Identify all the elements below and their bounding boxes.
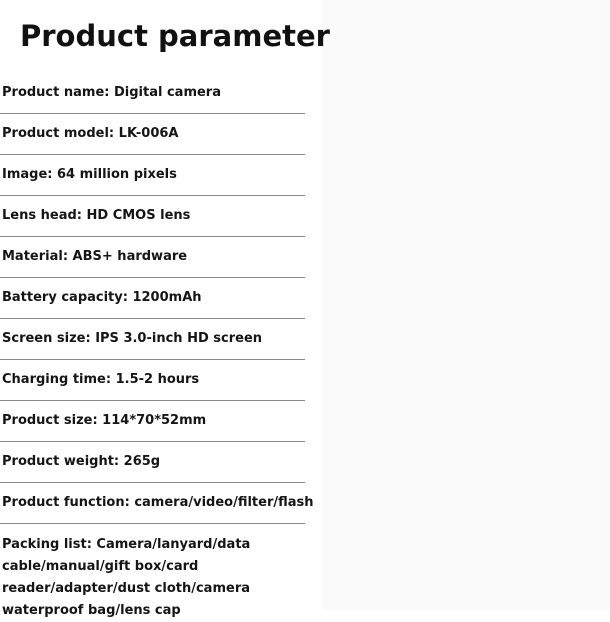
- param-row-material: [0, 237, 305, 278]
- param-text: Battery capacity: 1200mAh: [2, 290, 202, 305]
- param-row-product-name: [0, 73, 305, 114]
- right-blank-panel: [322, 0, 610, 610]
- param-text: Product name: Digital camera: [2, 85, 221, 100]
- param-row-product-weight: [0, 442, 305, 483]
- param-text: Packing list: Camera/lanyard/data cable/manual/gift box/card reader/adapter/dust cloth/camera waterproof bag/lens cap: [2, 537, 251, 618]
- param-row-product-size: [0, 401, 305, 442]
- param-text: Lens head: HD CMOS lens: [2, 208, 191, 223]
- param-text: Charging time: 1.5-2 hours: [2, 372, 200, 387]
- param-row-product-function: [0, 483, 314, 524]
- param-text: Product size: 114*70*52mm: [2, 413, 207, 428]
- page-title: Product parameter: [20, 19, 330, 53]
- parameter-list: [0, 73, 314, 622]
- param-row-screen-size: [0, 319, 305, 360]
- param-text: Screen size: IPS 3.0-inch HD screen: [2, 331, 263, 346]
- param-row-product-model: [0, 114, 305, 155]
- param-text: Product function: camera/video/filter/flash: [2, 495, 314, 510]
- param-text: Product weight: 265g: [2, 454, 161, 469]
- param-text: Image: 64 million pixels: [2, 167, 177, 182]
- param-text: Material: ABS+ hardware: [2, 249, 188, 264]
- param-row-packing-list: [0, 524, 320, 622]
- param-row-lens-head: [0, 196, 305, 237]
- param-row-image: [0, 155, 305, 196]
- param-row-charging-time: [0, 360, 305, 401]
- param-text: Product model: LK-006A: [2, 126, 179, 141]
- param-row-battery-capacity: [0, 278, 305, 319]
